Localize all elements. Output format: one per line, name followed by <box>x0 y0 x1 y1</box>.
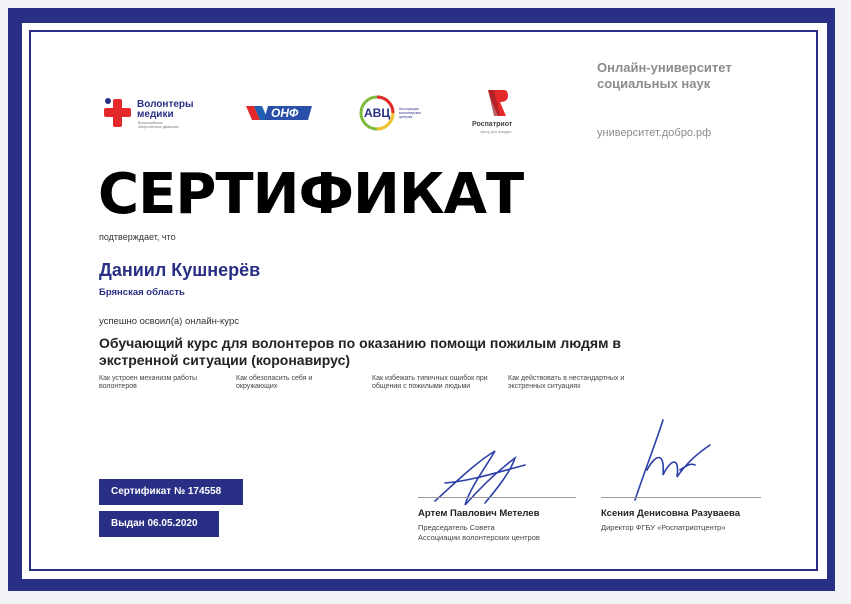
signature-metelev <box>425 443 535 513</box>
avc-logo-label: АВЦ <box>364 106 391 120</box>
completed-text: успешно освоил(а) онлайн-курс <box>99 316 239 327</box>
course-topic: Как обезопасить себя и окружающих <box>236 375 313 390</box>
medics-logo-line1: Волонтеры <box>137 99 194 110</box>
signer-name-2: Ксения Денисовна Разуваева <box>601 508 740 519</box>
course-topic: Как устроен механизм работы волонтеров <box>99 375 197 390</box>
signer-role-1: Председатель Совета Ассоциации волонтерских центров <box>418 523 540 542</box>
volunteers-medics-logo <box>102 96 198 132</box>
signature-line-2 <box>601 497 761 498</box>
medics-logo-sub1: Всероссийское <box>138 121 163 125</box>
course-title: Обучающий курс для волонтеров по оказанию помощи пожилым людям в экстренной ситуации (коронавирус) <box>99 335 621 368</box>
signature-line-1 <box>418 497 576 498</box>
signature-razuvaeva <box>625 415 715 505</box>
medics-logo-sub2: общественное движение <box>138 125 179 129</box>
avc-logo <box>358 94 434 134</box>
course-topic: Как действовать в нестандартных и экстренных ситуациях <box>508 375 625 390</box>
university-name <box>597 60 732 92</box>
rospatriot-logo-label: Роспатриот <box>472 121 513 128</box>
rospatriot-logo-sub: Центр для граждан <box>480 130 512 134</box>
medics-logo-line2: медики <box>137 109 174 120</box>
university-line2: социальных наук <box>597 76 711 91</box>
rospatriot-emblem-icon <box>484 88 510 118</box>
course-topic: Как избежать типичных ошибок при общении с пожилыми людьми <box>372 375 488 390</box>
certificate-number-badge: Сертификат № 174558 <box>99 479 243 505</box>
avc-logo-side: Ассоциация волонтерских центров <box>399 107 422 119</box>
medical-cross-icon <box>102 96 136 130</box>
rospatriot-logo <box>470 88 524 136</box>
signer-name-1: Артем Павлович Метелев <box>418 508 540 519</box>
university-site: университет.добро.рф <box>597 127 712 139</box>
signer-role-2: Директор ФГБУ «Роспатриотцентр» <box>601 523 726 532</box>
recipient-region: Брянская область <box>99 287 185 298</box>
confirms-text: подтверждает, что <box>99 232 176 242</box>
recipient-name: Даниил Кушнерёв <box>99 260 261 280</box>
university-line1: Онлайн-университет <box>597 60 732 75</box>
certificate-title: СЕРТИФИКАТ <box>98 162 524 227</box>
onf-logo-label: ОНФ <box>271 106 299 120</box>
onf-logo <box>246 104 312 122</box>
issued-date-badge: Выдан 06.05.2020 <box>99 511 219 537</box>
